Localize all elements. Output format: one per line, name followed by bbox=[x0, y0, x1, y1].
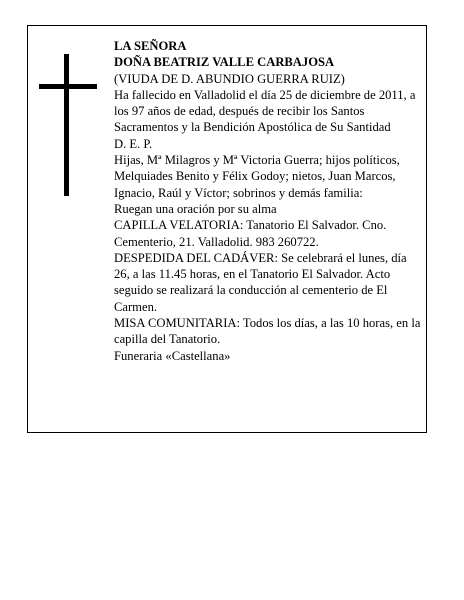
farewell-info: DESPEDIDA DEL CADÁVER: Se celebrará el lunes, día 26, a las 11.45 horas, en el Tanatorio El Salvador. Acto seguido se realizará la conducción al cementerio de El Carmen. bbox=[114, 250, 407, 314]
mass-info: MISA COMUNITARIA: Todos los días, a las 10 horas, en la capilla del Tanatorio. bbox=[114, 316, 421, 347]
family-list: Hijas, Mª Milagros y Mª Victoria Guerra; hijos políticos, Melquiades Benito y Félix Godoy; nietos, Juan Marcos, Ignacio, Raúl y Víctor; sobrinos y demás familia: bbox=[114, 153, 400, 200]
widow-of: (VIUDA DE D. ABUNDIO GUERRA RUIZ) bbox=[114, 71, 345, 86]
deceased-name: DOÑA BEATRIZ VALLE CARBAJOSA bbox=[114, 55, 335, 70]
prayer-request: Ruegan una oración por su alma bbox=[114, 201, 277, 216]
funeral-home: Funeraria «Castellana» bbox=[114, 348, 231, 363]
death-announcement: Ha fallecido en Valladolid el día 25 de diciembre de 2011, a los 97 años de edad, después de recibir los Santos Sacramentos y la Bendición Apostólica de Su Santidad bbox=[114, 87, 416, 135]
obituary-text bbox=[114, 38, 424, 364]
notice-title: LA SEÑORA bbox=[114, 39, 187, 53]
cross-icon bbox=[39, 54, 97, 196]
dep-line: D. E. P. bbox=[114, 136, 153, 151]
chapel-info: CAPILLA VELATORIA: Tanatorio El Salvador. Cno. Cementerio, 21. Valladolid. 983 260722. bbox=[114, 218, 387, 249]
